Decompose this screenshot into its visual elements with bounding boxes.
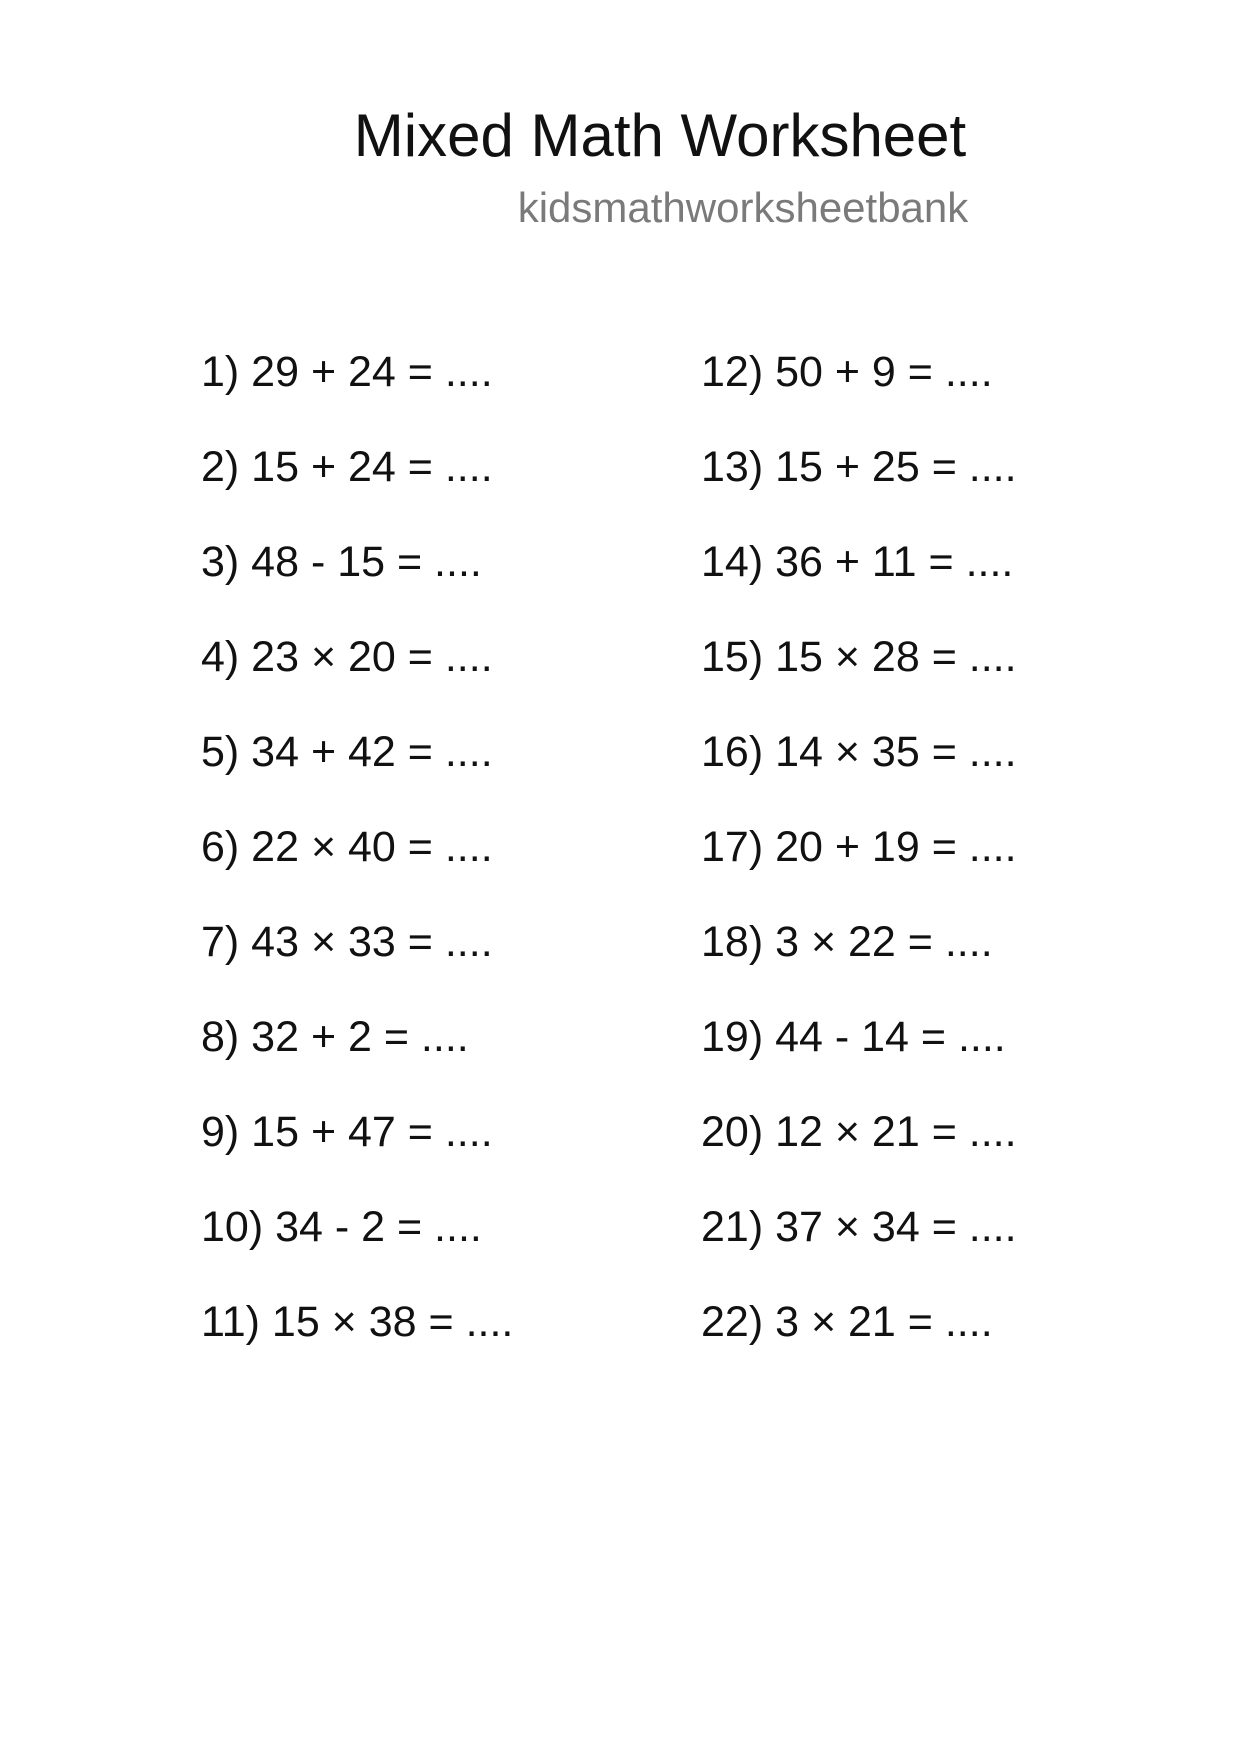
problem-10: 10) 34 - 2 = ....: [201, 1203, 482, 1251]
problem-18: 18) 3 × 22 = ....: [701, 918, 993, 966]
problem-7: 7) 43 × 33 = ....: [201, 918, 493, 966]
worksheet-title: Mixed Math Worksheet: [353, 102, 967, 169]
problem-17: 17) 20 + 19 = ....: [701, 823, 1017, 871]
problem-2: 2) 15 + 24 = ....: [201, 443, 493, 491]
problem-11: 11) 15 × 38 = ....: [201, 1298, 514, 1346]
problem-8: 8) 32 + 2 = ....: [201, 1013, 469, 1061]
problem-6: 6) 22 × 40 = ....: [201, 823, 493, 871]
problem-22: 22) 3 × 21 = ....: [701, 1298, 993, 1346]
problem-13: 13) 15 + 25 = ....: [701, 443, 1017, 491]
problem-14: 14) 36 + 11 = ....: [701, 538, 1014, 586]
left-column: [201, 342, 513, 1387]
right-column: [701, 342, 1017, 1387]
problem-15: 15) 15 × 28 = ....: [701, 633, 1017, 681]
problem-1: 1) 29 + 24 = ....: [201, 348, 493, 396]
problem-20: 20) 12 × 21 = ....: [701, 1108, 1017, 1156]
problem-21: 21) 37 × 34 = ....: [701, 1203, 1017, 1251]
problem-16: 16) 14 × 35 = ....: [701, 728, 1017, 776]
problem-19: 19) 44 - 14 = ....: [701, 1013, 1006, 1061]
problem-5: 5) 34 + 42 = ....: [201, 728, 493, 776]
problem-12: 12) 50 + 9 = ....: [701, 348, 993, 396]
problem-4: 4) 23 × 20 = ....: [201, 633, 493, 681]
worksheet-subtitle: kidsmathworksheetbank: [517, 184, 969, 231]
problem-3: 3) 48 - 15 = ....: [201, 538, 482, 586]
problem-9: 9) 15 + 47 = ....: [201, 1108, 493, 1156]
